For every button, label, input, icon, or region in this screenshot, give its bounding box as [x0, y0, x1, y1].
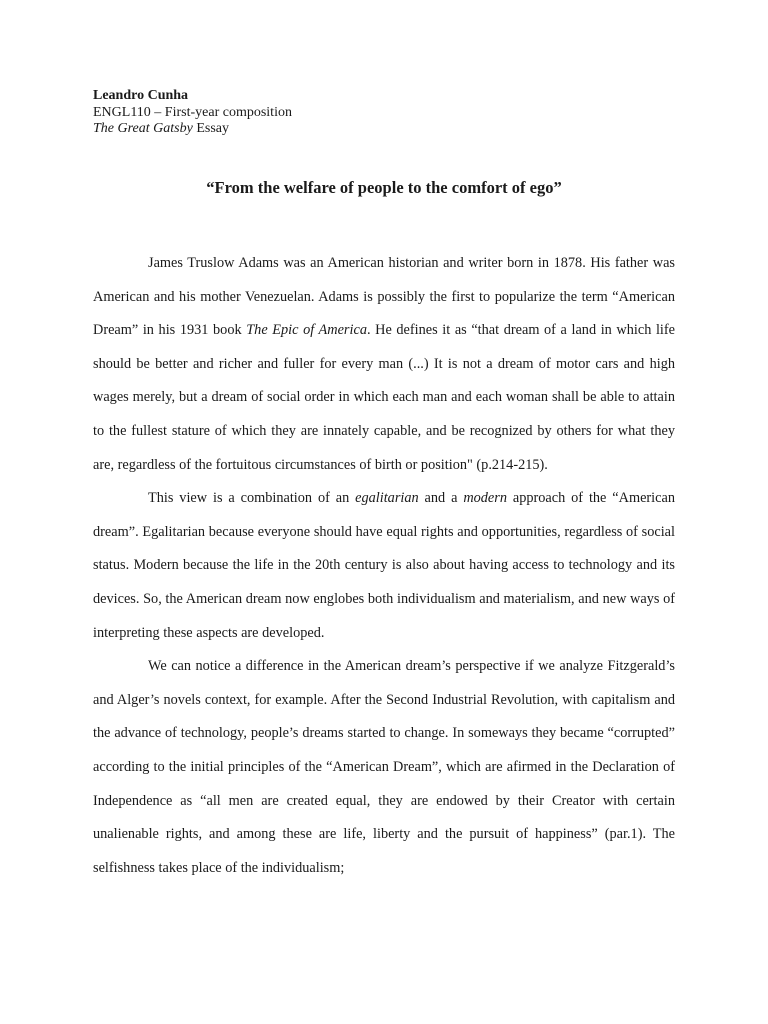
course-line: ENGL110 – First-year composition [93, 104, 292, 120]
paragraph-2-part-e: approach of the “American dream”. Egalitarian because everyone should have equal rights and opportunities, regardless of social status. Modern because the life in the 20th century is also about having access to technology and its devices. So, the American dream now englobes both individualism and materialism, and new ways of interpreting these aspects are developed. [93, 490, 675, 641]
paragraph-1 [93, 247, 675, 482]
author-name: Leandro Cunha [93, 88, 189, 103]
cited-book-title: The Epic of America [246, 322, 367, 339]
essay-body [93, 247, 675, 885]
paragraph-3: We can notice a difference in the American dream’s perspective if we analyze Fitzgerald’s and Alger’s novels context, for example. After the Second Industrial Revolution, with capitalism and the advance of technology, people’s dreams started to change. In someways they became “corrupted” according to the initial principles of the “American Dream”, which are afirmed in the Declaration of Independence as “all men are created equal, they are endowed by their Creator with certain unalienable rights, and among these are life, liberty and the pursuit of happiness” (par.1). The selfishness takes place of the individualism; [93, 658, 675, 876]
assignment-label: Essay [192, 121, 229, 136]
paragraph-2-part-c: and a [418, 490, 464, 507]
term-modern: modern [463, 490, 507, 507]
paragraph-1-part-c: . He defines it as “that dream of a land in which life should be better and richer and fuller for every man (...) It is not a dream of motor cars and high wages merely, but a dream of social order in which each man and each woman shall be able to attain to the fullest stature of which they are innately capable, and be recognized by others for what they are, regardless of the fortuitous circumstances of birth or position" (p.214-215). [93, 322, 676, 473]
essay-header [93, 88, 693, 138]
paragraph-2 [93, 482, 675, 650]
paragraph-2-part-a: This view is a combination of an [148, 490, 356, 507]
assignment-line [93, 121, 693, 138]
book-title: The Great Gatsby [93, 121, 193, 136]
essay-title: “From the welfare of people to the comfort of ego” [206, 178, 562, 197]
paragraph-1-part-a: James Truslow Adams was an American historian and writer born in 1878. His father was American and his mother Venezuelan. Adams is possibly the first to popularize the term “American Dream” in his 1931 book [93, 255, 675, 339]
term-egalitarian: egalitarian [355, 490, 419, 507]
